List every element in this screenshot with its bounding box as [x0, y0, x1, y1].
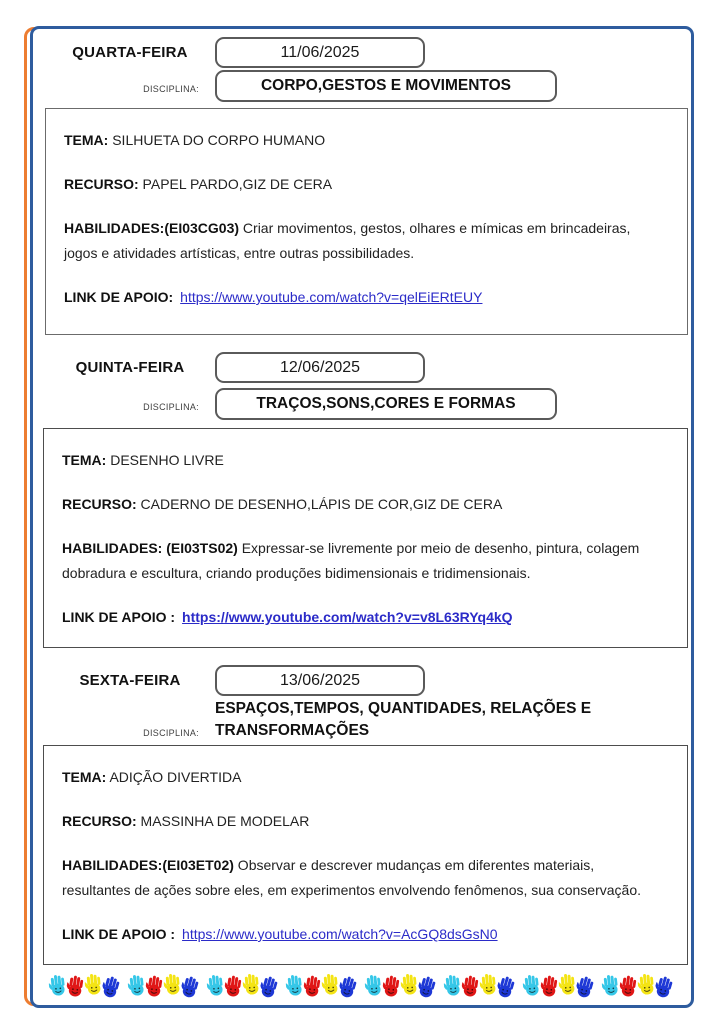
tema-value: SILHUETA DO CORPO HUMANO: [108, 132, 326, 148]
tema-value: DESENHO LIVRE: [106, 452, 224, 468]
link-label: LINK DE APOIO :: [62, 609, 176, 625]
tema-label: TEMA:: [62, 452, 107, 468]
recurso-line: [62, 492, 669, 517]
handprints-border: [0, 969, 722, 1001]
handprint-icon: [380, 971, 402, 1005]
discipline-text-friday: ESPAÇOS,TEMPOS, QUANTIDADES, RELAÇÕES E TRANSFORMAÇÕES: [215, 700, 592, 739]
section-thursday-header: [45, 352, 425, 383]
disciplina-label: DISCIPLINA:: [143, 84, 199, 94]
section-wednesday-discipline-row: [45, 70, 557, 102]
disciplina-label: DISCIPLINA:: [143, 728, 199, 738]
day-label-friday: SEXTA-FEIRA: [79, 672, 181, 689]
handprint-icon: [538, 971, 560, 1005]
support-link-friday[interactable]: https://www.youtube.com/watch?v=AcGQ8dsGsN0: [182, 926, 498, 942]
section-friday-header: [45, 665, 425, 696]
date-box-wednesday: [215, 37, 425, 68]
disciplina-label: DISCIPLINA:: [143, 402, 199, 412]
handprint-icon: [459, 971, 481, 1005]
habilidades-value: Expressar-se livremente por meio de desenho, pintura, colagem dobradura e escultura, criando produções bidimensionais e tridimensionais.: [62, 540, 644, 581]
day-label-thursday: QUINTA-FEIRA: [75, 359, 185, 376]
support-link-wednesday[interactable]: https://www.youtube.com/watch?v=qelEiERtEUY: [180, 289, 483, 305]
content-box-wednesday: [45, 108, 688, 335]
tema-value: ADIÇÃO DIVERTIDA: [106, 769, 242, 785]
tema-line: [62, 448, 669, 473]
section-friday-discipline-row: [45, 698, 685, 742]
link-line: [62, 922, 669, 947]
content-box-thursday: [43, 428, 688, 648]
habilidades-line: [62, 536, 647, 586]
discipline-box-wednesday: [215, 70, 557, 102]
link-label: LINK DE APOIO:: [64, 289, 174, 305]
handprint-icon: [64, 971, 86, 1005]
recurso-label: RECURSO:: [62, 813, 137, 829]
discipline-value: CORPO,GESTOS E MOVIMENTOS: [260, 77, 512, 94]
section-wednesday-header: [45, 37, 425, 68]
handprint-icon: [143, 971, 165, 1005]
date-value: 11/06/2025: [280, 43, 360, 61]
handprint-icon: [222, 971, 244, 1005]
link-label: LINK DE APOIO :: [62, 926, 176, 942]
habilidades-label: HABILIDADES:(EI03ET02): [62, 857, 234, 873]
habilidades-value: Observar e descrever mudanças em diferentes materiais, resultantes de ações sobre eles, em experimentos envolvendo fenômenos, sua conservação.: [62, 857, 642, 898]
habilidades-line: [62, 853, 647, 903]
link-line: [62, 605, 669, 630]
tema-label: TEMA:: [62, 769, 107, 785]
support-link-thursday[interactable]: https://www.youtube.com/watch?v=v8L63RYq4kQ: [182, 609, 513, 625]
recurso-label: RECURSO:: [62, 496, 137, 512]
habilidades-line: [64, 216, 649, 266]
content-box-friday: [43, 745, 688, 965]
tema-label: TEMA:: [64, 132, 109, 148]
date-box-friday: [215, 665, 425, 696]
discipline-box-thursday: [215, 388, 557, 420]
recurso-label: RECURSO:: [64, 176, 139, 192]
handprint-icon: [617, 971, 639, 1005]
habilidades-label: HABILIDADES:(EI03CG03): [64, 220, 240, 236]
section-thursday-discipline-row: [45, 388, 557, 420]
tema-line: [62, 765, 669, 790]
date-value: 12/06/2025: [279, 358, 361, 376]
recurso-value: PAPEL PARDO,GIZ DE CERA: [138, 176, 333, 192]
day-label-wednesday: QUARTA-FEIRA: [72, 44, 188, 61]
recurso-line: [62, 809, 669, 834]
recurso-value: MASSINHA DE MODELAR: [136, 813, 310, 829]
link-line: [64, 285, 669, 310]
handprint-icon: [301, 971, 323, 1005]
habilidades-value: Criar movimentos, gestos, olhares e mímicas em brincadeiras, jogos e atividades artísticas, entre outras possibilidades.: [64, 220, 635, 261]
habilidades-label: HABILIDADES: (EI03TS02): [62, 540, 238, 556]
tema-line: [64, 128, 669, 153]
date-box-thursday: [215, 352, 425, 383]
recurso-value: CADERNO DE DESENHO,LÁPIS DE COR,GIZ DE CERA: [136, 496, 503, 512]
date-value: 13/06/2025: [279, 671, 361, 689]
recurso-line: [64, 172, 669, 197]
discipline-value: TRAÇOS,SONS,CORES E FORMAS: [256, 395, 516, 412]
